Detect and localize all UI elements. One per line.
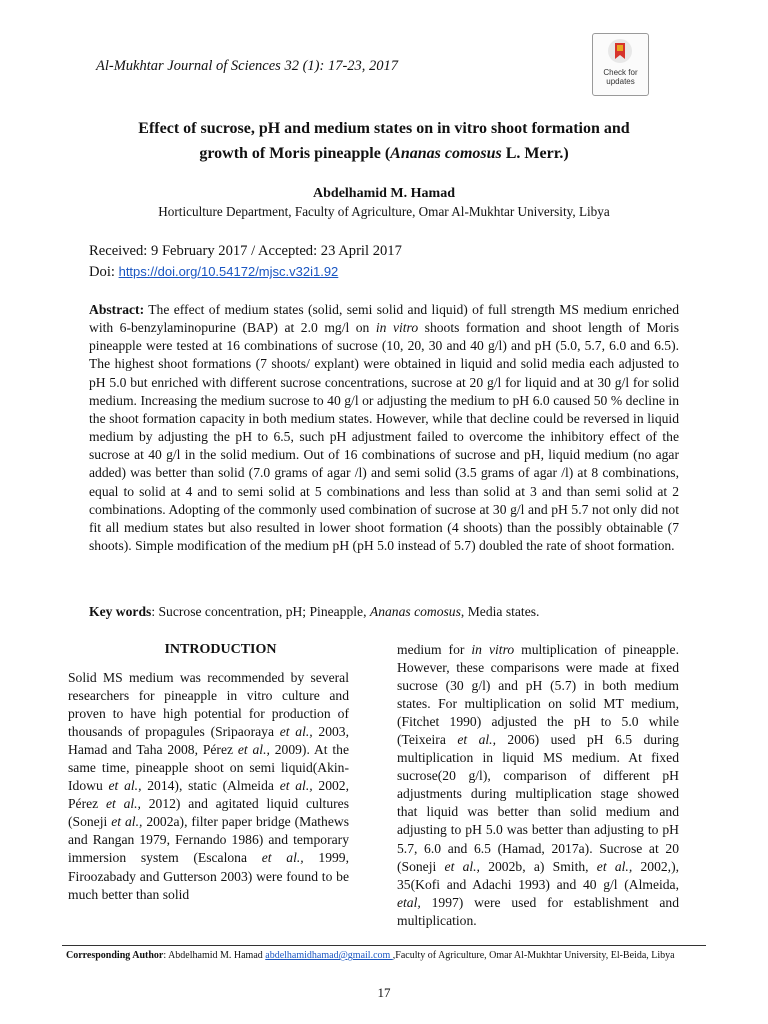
- intro-left-text-segment: 1999, Firoozabady and Gutterson 2003) were found to be much better than solid: [68, 850, 349, 902]
- author-email-link[interactable]: abdelhamidhamad@gmail.com: [265, 950, 393, 961]
- paper-title-line-1: Effect of sucrose, pH and medium states on in vitro shoot formation and: [138, 120, 630, 137]
- keywords-species: Ananas comosus: [369, 604, 461, 619]
- abstract-label: Abstract:: [89, 302, 145, 317]
- abstract: [89, 301, 679, 555]
- corresponding-author-text-b: ,Faculty of Agriculture, Omar Al-Mukhtar University, El-Beida, Libya: [392, 950, 675, 961]
- intro-left-italic-segment: et al.,: [111, 814, 143, 830]
- intro-left-text-segment: 2002, Pérez: [68, 778, 349, 812]
- intro-right-italic-segment: etal,: [397, 894, 421, 910]
- intro-left-italic-segment: et al.,: [105, 796, 141, 812]
- badge-label: Check for updates: [603, 68, 638, 86]
- keywords-text-a: : Sucrose concentration, pH; Pineapple,: [151, 604, 370, 619]
- title-prefix: growth of Moris pineapple (: [199, 145, 391, 162]
- introduction-right-column: [397, 641, 679, 930]
- keywords-label: Key words: [89, 604, 152, 619]
- doi-link[interactable]: https://doi.org/10.54172/mjsc.v32i1.92: [118, 264, 339, 279]
- intro-left-text-segment: 2009). At the same time, pineapple shoot on semi liquid(Akin-Idowu: [68, 742, 349, 794]
- check-for-updates-button[interactable]: [592, 33, 649, 96]
- intro-left-text-segment: Solid MS medium was recommended by several researchers for pineapple in vitro culture and proven to have high potential for production of thousands of propagules (Sripaoraya: [68, 670, 349, 740]
- intro-left-text-segment: 2012) and agitated liquid cultures (Soneji: [68, 796, 349, 830]
- bookmark-icon: [608, 39, 632, 63]
- intro-right-text-segment: medium for: [397, 642, 472, 657]
- title-suffix: L. Merr.): [501, 145, 569, 162]
- doi-line: [89, 264, 338, 281]
- journal-header: [96, 58, 398, 75]
- author-name: Abdelhamid M. Hamad: [313, 186, 455, 201]
- keywords-text-b: , Media states.: [460, 604, 540, 619]
- intro-left-italic-segment: et al.,: [108, 778, 142, 794]
- title-species: Ananas comosus: [390, 145, 502, 162]
- abstract-text-2: shoots formation and shoot length of Moris pineapple were tested at 16 combinations of sucrose (10, 20, 30 and 40 g/l) and pH (5.0, 5.7, 6.0 and 6.5). The highest shoot formations (7 shoots/ explant) were obtained in liquid and solid media each adjusted to pH 5.0 but enriched with different sucrose concentrations, sucrose at 20 g/l for liquid and at 30 g/l for solid medium. Increasing the medium sucrose to 40 g/l or adjusting the medium to pH 6.0 caused 50 % decline in the shoot formation capacity in both medium states. However, while that decline could be reversed in liquid medium by adjusting the pH to 6.5, such pH adjustment failed to overcome the inhibitory effect of the sucrose at 40 g/l in the solid medium. Out of 16 combinations of sucrose and pH, liquid medium (no agar added) was better than solid (7.0 grams of agar /l) and semi solid (3.5 grams of agar /l) at 8 combinations, equal to solid at 4 and to semi solid at 5 combinations and less than solid at 3 and than semi solid at 2 combinations. Adopting of the commonly used combination of sucrose at 30 g/l and pH 5.7 not only did not fit all medium states but also resulted in lower shoot formation (4 shoots) than the possibly obtainable (7 shoots). Simple modification of the medium pH (pH 5.0 instead of 5.7) doubled the rate of shoot formation.: [89, 320, 679, 554]
- footer-divider: [62, 945, 706, 946]
- intro-left-text-segment: 2014), static (Almeida: [141, 778, 280, 794]
- journal-citation: 32 (1): 17-23, 2017: [280, 58, 399, 74]
- keywords: [89, 604, 679, 620]
- page-number: 17: [377, 985, 391, 1000]
- abstract-text-1: The effect of medium states (solid, semi solid and liquid) of full strength MS medium enriched with 6-benzylaminopurine (BAP) at 2.0 mg/l on: [89, 302, 679, 336]
- intro-right-text-segment: 1997) were used for establishment and multiplication.: [397, 894, 679, 928]
- paper-title-line-2: [0, 145, 768, 163]
- introduction-heading: INTRODUCTION: [164, 642, 277, 657]
- intro-right-italic-segment: et al.,: [596, 858, 633, 874]
- intro-left-italic-segment: et al.,: [279, 778, 313, 794]
- author-affiliation: Horticulture Department, Faculty of Agriculture, Omar Al-Mukhtar University, Libya: [158, 204, 610, 219]
- intro-right-italic-segment: in vitro: [471, 642, 515, 657]
- corresponding-author-text-a: : Abdelhamid M. Hamad: [163, 950, 266, 961]
- corresponding-author-label: Corresponding Author: [66, 950, 164, 961]
- intro-right-text-segment: 2006) used pH 6.5 during multiplication in liquid MS medium. At fixed sucrose(20 g/l), comparison of different pH adjustments during multiplication stage showed that liquid was better than solid medium and adjusting to pH 5.0 was better than adjusting to pH 5.7, 6.0 and 6.5 (Hamad, 2017a). Sucrose at 20 (Soneji: [397, 732, 679, 874]
- abstract-italic-term: in vitro: [375, 320, 419, 336]
- intro-right-text-segment: 2002,), 35(Kofi and Adachi 1993) and 40 g/l (Almeida,: [397, 858, 679, 892]
- intro-right-text-segment: 2002b, a) Smith,: [479, 858, 597, 874]
- received-accepted-dates: Received: 9 February 2017 / Accepted: 23 April 2017: [89, 243, 402, 259]
- intro-right-italic-segment: et al.,: [444, 858, 480, 874]
- intro-left-italic-segment: et al.,: [237, 742, 270, 758]
- journal-name: Al-Mukhtar Journal of Sciences: [96, 58, 281, 74]
- doi-label: Doi:: [89, 264, 119, 280]
- intro-left-italic-segment: et al.,: [261, 850, 304, 866]
- intro-right-text-segment: multiplication of pineapple. However, these comparisons were made at fixed sucrose (30 g/l) and pH (5.7) in both medium states. For multiplication on solid MT medium, (Fitchet 1990) adjusted the pH to 5.0 while (Teixeira: [397, 642, 679, 748]
- intro-left-text-segment: 2003, Hamad and Taha 2008, Pérez: [68, 724, 349, 758]
- corresponding-author-note: [66, 950, 675, 961]
- intro-right-italic-segment: et al.,: [457, 732, 496, 748]
- introduction-left-column: [68, 669, 349, 904]
- intro-left-italic-segment: et al.,: [279, 724, 313, 740]
- intro-left-text-segment: 2002a), filter paper bridge (Mathews and Rangan 1979, Fernando 1986) and temporary immersion system (Escalona: [68, 814, 349, 866]
